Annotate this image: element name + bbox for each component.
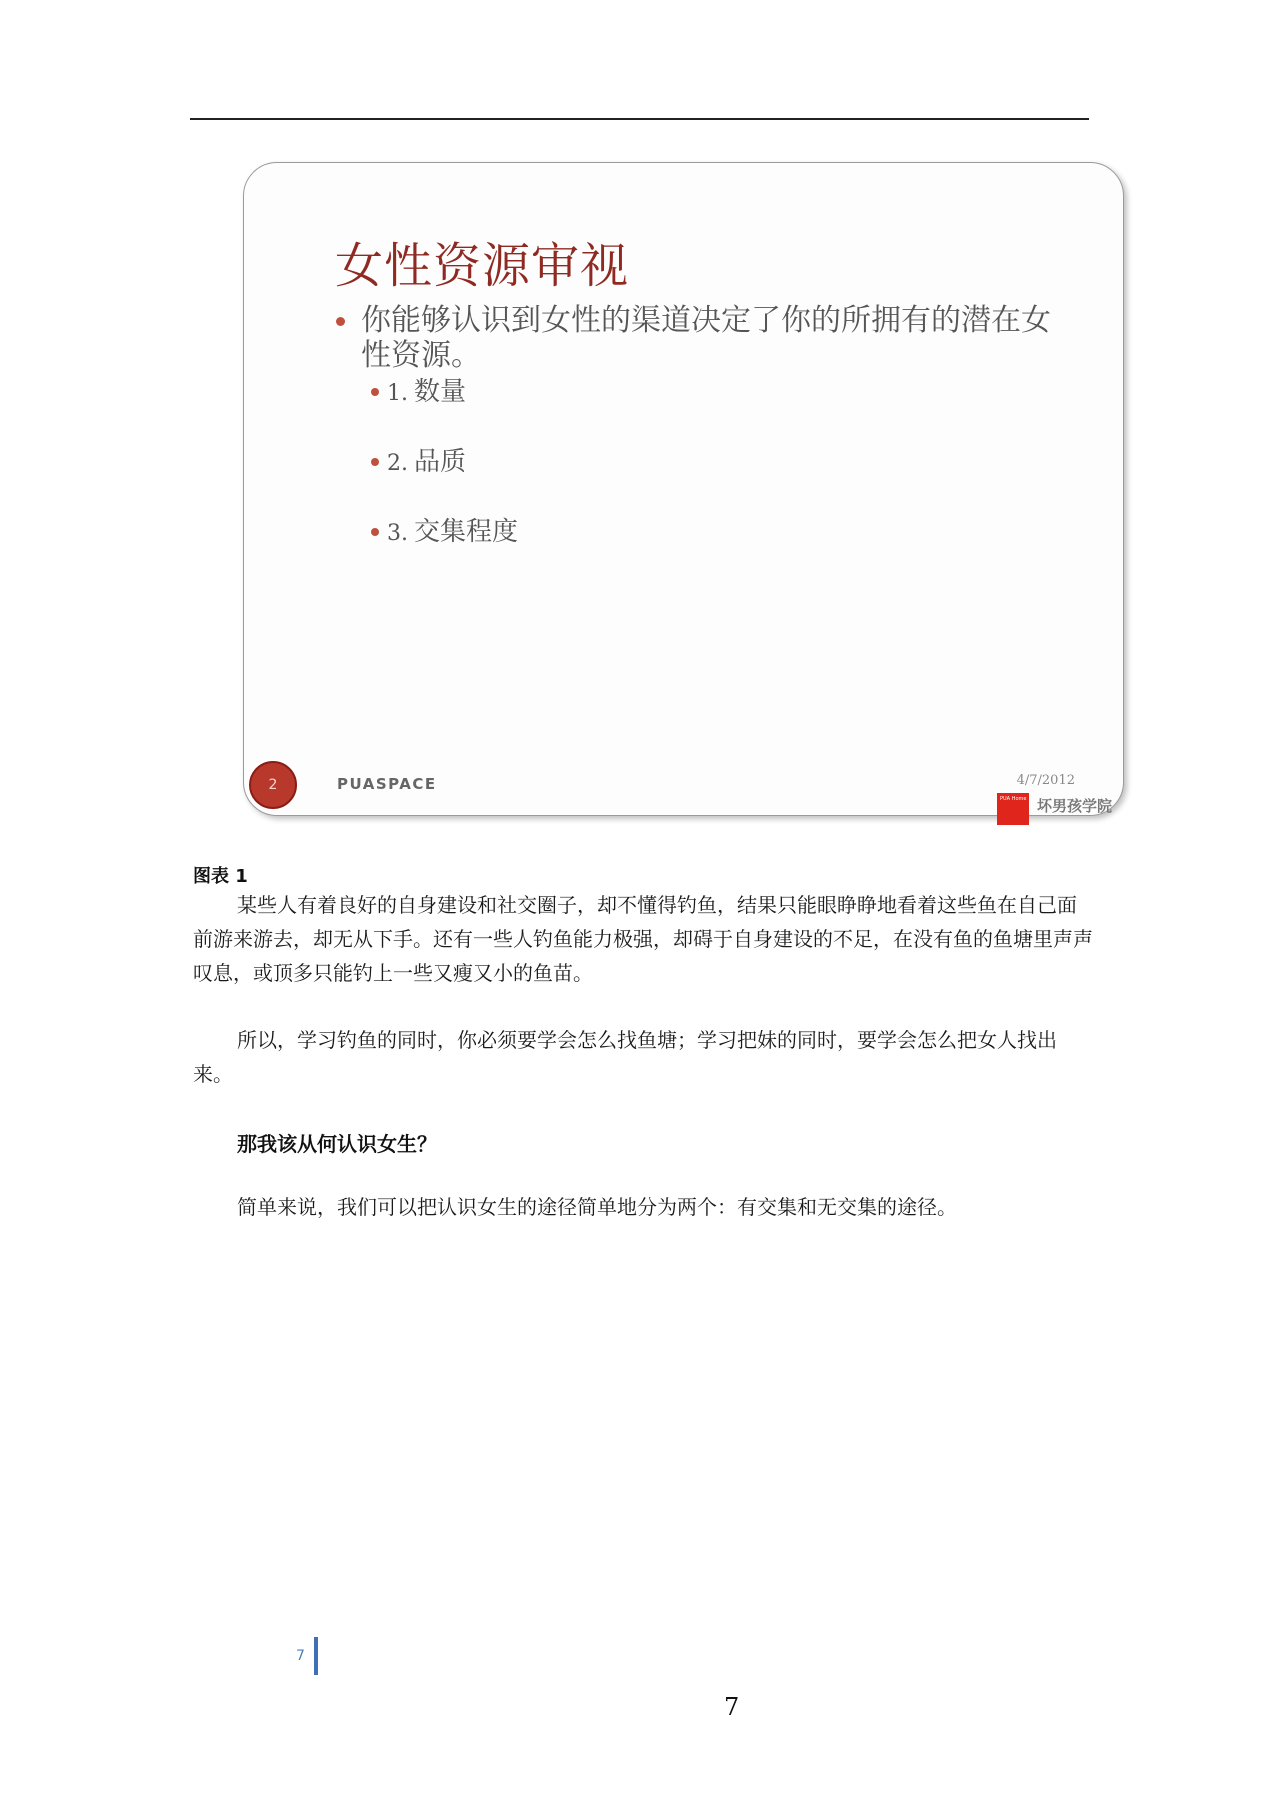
section-heading: 那我该从何认识女生？ [237,1132,437,1156]
slide-list-item-number: 3. [387,521,408,546]
slide-list-item-number: 2. [387,451,408,476]
logo-box-text: PUA Home [1000,796,1027,802]
slide-main-bullet-text: 你能够认识到女性的渠道决定了你的所拥有的潜在女性资源。 [361,303,1051,373]
bullet-dot-icon [336,317,345,326]
margin-page-number: 7 [296,1648,305,1664]
bullet-dot-icon [371,388,379,396]
slide-main-bullet [336,303,1076,373]
paragraph: 所以，学习钓鱼的同时，你必须要学会怎么找鱼塘；学习把妹的同时，要学会怎么把女人找出来。 [193,1028,1057,1086]
slide-list-item-label: 品质 [414,447,467,477]
slide-list-item [371,511,518,548]
logo-icon [997,793,1029,825]
slide-title: 女性资源审视 [335,238,630,294]
header-rule [190,118,1089,120]
paragraph: 某些人有着良好的自身建设和社交圈子，却不懂得钓鱼，结果只能眼睁睁地看着这些鱼在自己面前游来游去，却无从下手。还有一些人钓鱼能力极强，却碍于自身建设的不足，在没有鱼的鱼塘里声声叹息，或顶多只能钓上一些又瘦又小的鱼苗。 [193,893,1093,985]
paragraph: 简单来说，我们可以把认识女生的途径简单地分为两个：有交集和无交集的途径。 [237,1195,957,1219]
slide-number-badge: 2 [249,761,297,809]
page-number: 7 [724,1693,740,1721]
slide-list-item [371,371,466,408]
slide-list-item-label: 交集程度 [414,517,519,547]
slide-brand-label: PUASPACE [337,775,437,793]
slide-date: 4/7/2012 [1016,773,1075,788]
slide-list-item [371,441,466,478]
bullet-dot-icon [371,528,379,536]
logo-text: 坏男孩学院 [1037,797,1113,815]
embedded-slide-image [243,162,1124,816]
margin-bar [314,1637,318,1675]
figure-caption: 图表 1 [193,866,248,887]
slide-list-item-label: 数量 [414,377,467,407]
slide-list-item-number: 1. [387,381,408,406]
bullet-dot-icon [371,458,379,466]
